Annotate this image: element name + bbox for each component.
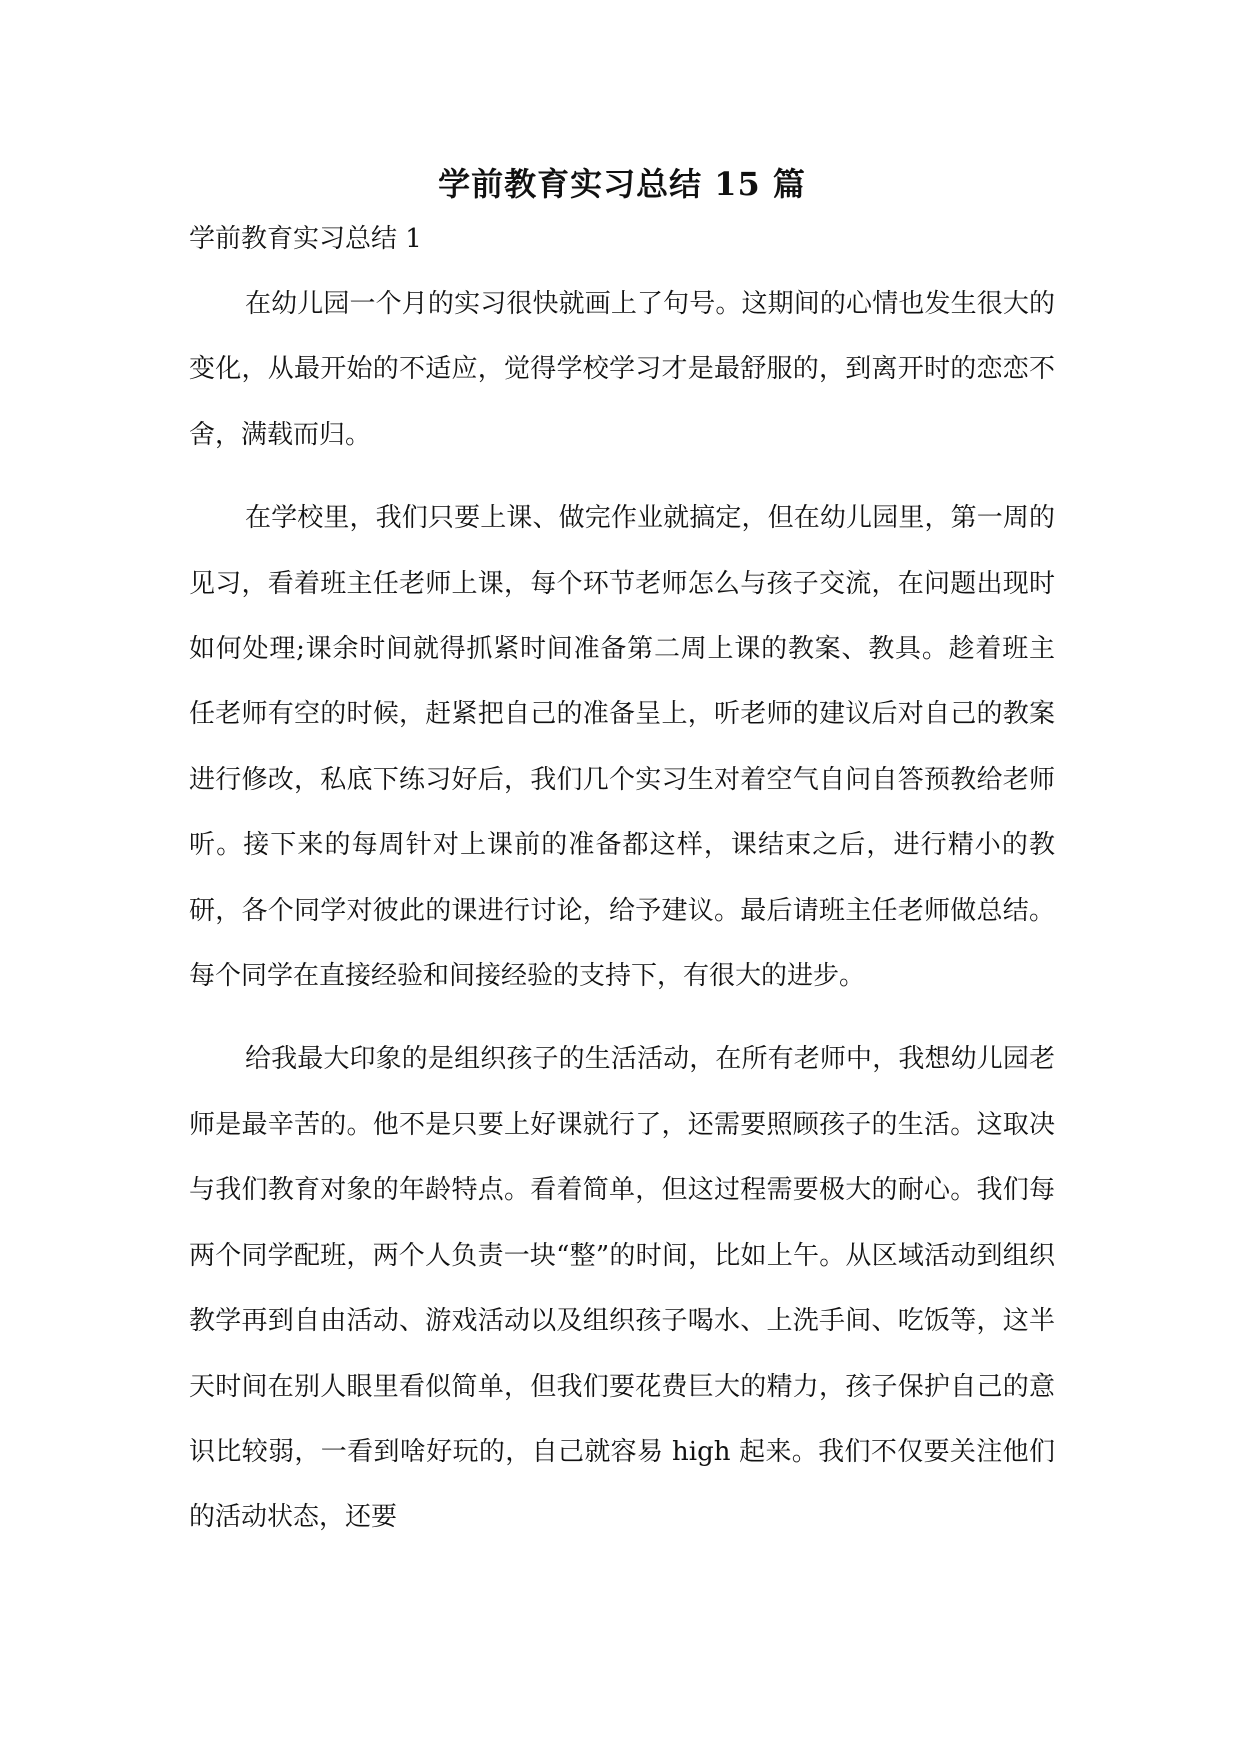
document-body [189,158,1055,1551]
document-title: 学前教育实习总结 15 篇 [438,165,806,203]
body-paragraph-3: 给我最大印象的是组织孩子的生活活动，在所有老师中，我想幼儿园老师是最辛苦的。他不是只要上好课就行了，还需要照顾孩子的生活。这取决与我们教育对象的年龄特点。看着简单，但这过程需要极大的耐心。我们每两个同学配班，两个人负责一块“整”的时间，比如上午。从区域活动到组织教学再到自由活动、游戏活动以及组织孩子喝水、上洗手间、吃饭等，这半天时间在别人眼里看似简单，但我们要花费巨大的精力，孩子保护自己的意识比较弱，一看到啥好玩的，自己就容易 high 起来。我们不仅要关注他们的活动状态，还要 [189,1044,1055,1533]
section-heading: 学前教育实习总结 1 [189,224,422,254]
body-paragraph-2: 在学校里，我们只要上课、做完作业就搞定，但在幼儿园里，第一周的见习，看着班主任老师上课，每个环节老师怎么与孩子交流，在问题出现时如何处理;课余时间就得抓紧时间准备第二周上课的教案、教具。趁着班主任老师有空的时候，赶紧把自己的准备呈上，听老师的建议后对自己的教案进行修改，私底下练习好后，我们几个实习生对着空气自问自答预教给老师听。接下来的每周针对上课前的准备都这样，课结束之后，进行精小的教研，各个同学对彼此的课进行讨论，给予建议。最后请班主任老师做总结。每个同学在直接经验和间接经验的支持下，有很大的进步。 [189,503,1055,992]
body-paragraph-1: 在幼儿园一个月的实习很快就画上了句号。这期间的心情也发生很大的变化，从最开始的不适应，觉得学校学习才是最舒服的，到离开时的恋恋不舍，满载而归。 [189,289,1055,450]
